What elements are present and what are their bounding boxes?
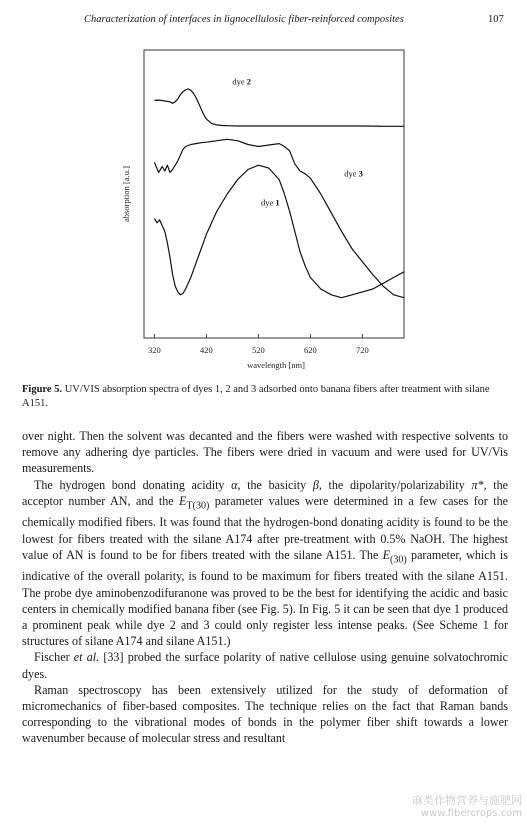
uv-vis-absorption-chart	[0, 30, 527, 390]
paragraph-3	[22, 649, 508, 681]
et-symbol: E	[179, 493, 187, 508]
e30-subscript: (30)	[389, 554, 407, 566]
x-tick-label-620: 620	[304, 345, 317, 355]
page-number: 107	[488, 14, 504, 25]
series-label-dye-1: dye 1	[261, 197, 280, 208]
et-subscript: T(30)	[186, 500, 210, 512]
p3-text-1: Fischer	[34, 650, 74, 665]
beta-symbol: β	[312, 477, 319, 492]
x-tick-label-520: 520	[252, 345, 265, 355]
e30-symbol: E	[382, 547, 390, 562]
running-title: Characterization of interfaces in lignocellulosic fiber-reinforced composites	[84, 14, 404, 25]
p2-text-4: , the acceptor number AN, and the	[22, 477, 509, 508]
series-label-dye-2: dye 2	[232, 76, 252, 87]
caption-text: UV/VIS absorption spectra of dyes 1, 2 and 3 adsorbed onto banana fibers after treatment with silane A151.	[22, 384, 490, 409]
paragraph-2	[22, 477, 508, 650]
x-tick-label-420: 420	[200, 345, 213, 355]
et-al: et al.	[73, 650, 100, 665]
p3-text-2: [33] probed the surface polarity of native cellulose using genuine solvatochromic dyes.	[22, 650, 508, 681]
series-line-dye-2	[154, 89, 404, 126]
p2-text-6: parameter, which is indicative of the overall polarity, is found to be maximum for fibers treated with the silane A151. The probe dye aminobenzodifuranone was proved to be the best for identifying the acidic and basic centers in chemically modified banana fiber (see Fig. 5). In Fig. 5 it can be seen that dye 1 produced a prominent peak while dye 2 and 3 could only register less intense peaks. (See Scheme 1 for structures of silane A174 and silane A151.)	[22, 547, 508, 649]
x-tick-label-720: 720	[356, 345, 369, 355]
running-header	[0, 14, 527, 30]
series-label-dye-3: dye 3	[344, 168, 363, 179]
pi-star-symbol: π*	[471, 477, 484, 492]
watermark-line-2: www.fibercrops.com	[420, 808, 522, 819]
p2-text-2: , the basicity	[237, 477, 313, 492]
body-text	[22, 428, 508, 747]
x-axis-label: wavelength [nm]	[247, 360, 305, 370]
p2-text-1: The hydrogen bond donating acidity	[34, 477, 232, 492]
watermark-line-1: 麻类作物营养与施肥网	[412, 794, 522, 807]
plot-frame	[144, 50, 404, 338]
series-line-dye-1	[154, 165, 404, 298]
y-axis-label: absorption [a.u.]	[121, 166, 131, 222]
x-tick-label-320: 320	[148, 345, 161, 355]
paragraph-4: Raman spectroscopy has been extensively utilized for the study of deformation of micromechanics of fiber-based composites. The technique relies on the fact that Raman bands corresponding to the vibrational modes of bonds in the polymer fiber shift towards a lower wavenumber because of molecular stress and resultant	[22, 682, 508, 746]
paragraph-1: over night. Then the solvent was decanted and the fibers were washed with respective solvents to remove any adhering dye particles. The fibers were dried in vacuum and were used for UV/Vis measurements.	[22, 429, 508, 476]
caption-label: Figure 5.	[22, 384, 63, 395]
watermark	[398, 794, 522, 820]
p2-text-3: , the dipolarity/polarizability	[318, 477, 472, 492]
alpha-symbol: α	[231, 477, 238, 492]
p2-text-5: parameter values were determined in a few cases for the chemically modified fibers. It was found that the hydrogen-bond donating acidity is found to be the lowest for fibers treated with the silane A174 after pre-treatment with 0.5% NaOH. The highest value of AN is found to be for fibers treated with the silane A151. The	[22, 493, 508, 562]
figure-caption	[22, 383, 508, 411]
